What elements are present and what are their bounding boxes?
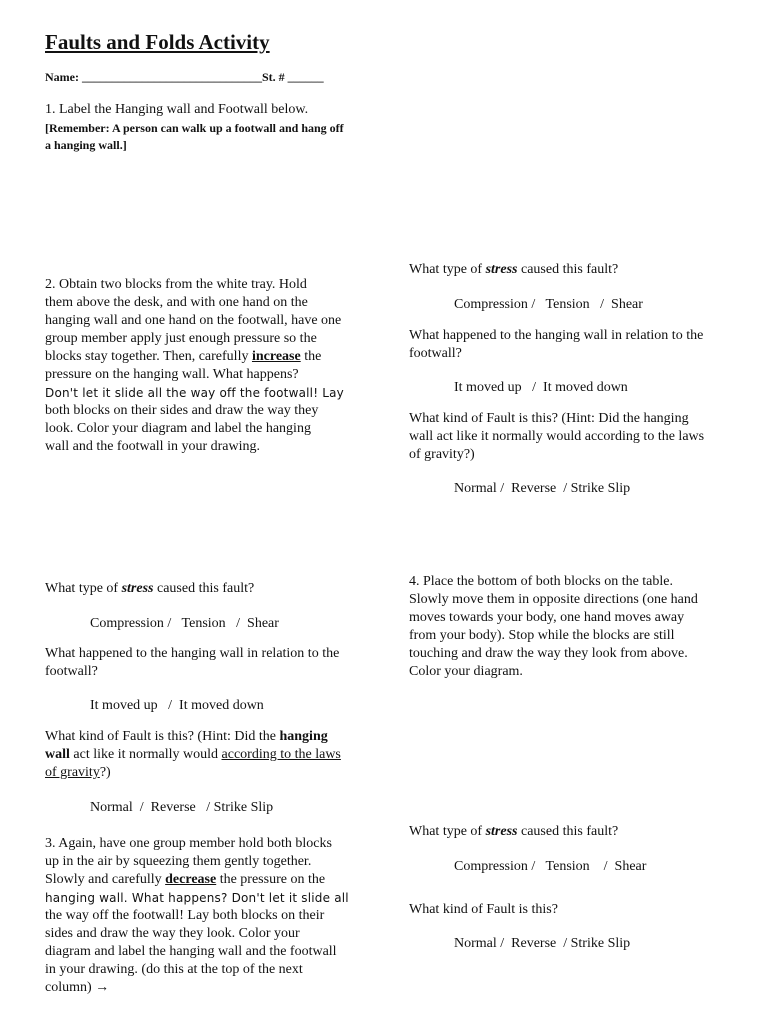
q3-line: column) → xyxy=(45,980,110,995)
q3-line: the way off the footwall! Lay both blocks on their xyxy=(45,908,325,923)
reminder-line: [Remember: A person can walk up a footwall and hang off xyxy=(45,121,344,135)
stress-question: What type of stress caused this fault? xyxy=(409,262,619,277)
q4-line: Color your diagram. xyxy=(409,664,523,679)
q4-line: touching and draw the way they look from above. xyxy=(409,646,688,661)
fault-kind-options: Normal / Reverse / Strike Slip xyxy=(90,800,274,815)
question-3 xyxy=(45,835,385,997)
stress-question: What type of stress caused this fault? xyxy=(45,581,255,596)
q2-line: look. Color your diagram and label the hanging xyxy=(45,421,311,436)
name-line xyxy=(45,70,324,85)
name-blank: ______________________________ xyxy=(81,70,262,84)
fault-kind-question: What kind of Fault is this? (Hint: Did the hanging wall act like it normally would according to the laws of gravity?) xyxy=(45,729,341,780)
stress-question: What type of stress caused this fault? xyxy=(409,824,619,839)
q4-line: moves towards your body, one hand moves away xyxy=(409,610,685,625)
fault-kind-question: What kind of Fault is this? xyxy=(409,902,558,917)
q2-line: group member apply just enough pressure so the xyxy=(45,331,317,346)
fault-kind-options: Normal / Reverse / Strike Slip xyxy=(454,481,631,496)
fault-kind-options: Normal / Reverse / Strike Slip xyxy=(454,936,631,951)
hanging-wall-question: What happened to the hanging wall in relation to the footwall? xyxy=(45,646,340,679)
movement-options: It moved up / It moved down xyxy=(90,698,264,713)
hanging-wall-question: What happened to the hanging wall in relation to the footwall? xyxy=(409,328,704,361)
question-1: 1. Label the Hanging wall and Footwall below. xyxy=(45,102,309,117)
q2-line: hanging wall and one hand on the footwall, have one xyxy=(45,313,342,328)
question-4 xyxy=(409,573,749,681)
student-number-blank: ______ xyxy=(287,70,324,84)
stress-emphasis: stress xyxy=(121,581,154,596)
fault-kind-question: What kind of Fault is this? (Hint: Did the hanging wall act like it normally would according to the laws of gravity?) xyxy=(409,411,705,462)
q2-line: 2. Obtain two blocks from the white tray. Hold xyxy=(45,277,307,292)
q3-line: Slowly and carefully decrease the pressure on the xyxy=(45,872,326,887)
question-2 xyxy=(45,276,385,456)
stress-emphasis: stress xyxy=(485,824,518,839)
page-title: Faults and Folds Activity xyxy=(45,30,270,54)
reminder-line: a hanging wall.] xyxy=(45,138,127,152)
q2-line: them above the desk, and with one hand on the xyxy=(45,295,308,310)
q3-line: 3. Again, have one group member hold both blocks xyxy=(45,836,332,851)
q2-line: wall and the footwall in your drawing. xyxy=(45,439,261,454)
q4-line: Slowly move them in opposite directions (one hand xyxy=(409,592,698,607)
q2-line: both blocks on their sides and draw the way they xyxy=(45,403,319,418)
q3-line: in your drawing. (do this at the top of the next xyxy=(45,962,303,977)
q3-line: diagram and label the hanging wall and the footwall xyxy=(45,944,337,959)
question-1-reminder xyxy=(45,120,344,154)
stress-emphasis: stress xyxy=(485,262,518,277)
q3-line: hanging wall. What happens? Don't let it slide all xyxy=(45,891,349,905)
stress-options: Compression / Tension / Shear xyxy=(454,297,643,312)
student-number-label: St. # xyxy=(261,70,285,84)
q4-line: 4. Place the bottom of both blocks on the table. xyxy=(409,574,674,589)
decrease-emphasis: decrease xyxy=(165,872,217,887)
q4-line: from your body). Stop while the blocks are still xyxy=(409,628,675,643)
stress-options: Compression / Tension / Shear xyxy=(454,859,647,874)
q2-line: blocks stay together. Then, carefully increase the xyxy=(45,349,322,364)
q3-line: sides and draw the way they look. Color your xyxy=(45,926,300,941)
name-label: Name: xyxy=(45,70,79,84)
stress-options: Compression / Tension / Shear xyxy=(90,616,279,631)
increase-emphasis: increase xyxy=(251,349,301,364)
movement-options: It moved up / It moved down xyxy=(454,380,628,395)
q2-line: pressure on the hanging wall. What happens? xyxy=(45,367,299,382)
q2-line: Don't let it slide all the way off the footwall! Lay xyxy=(45,386,344,400)
q3-line: up in the air by squeezing them gently together. xyxy=(45,854,312,869)
